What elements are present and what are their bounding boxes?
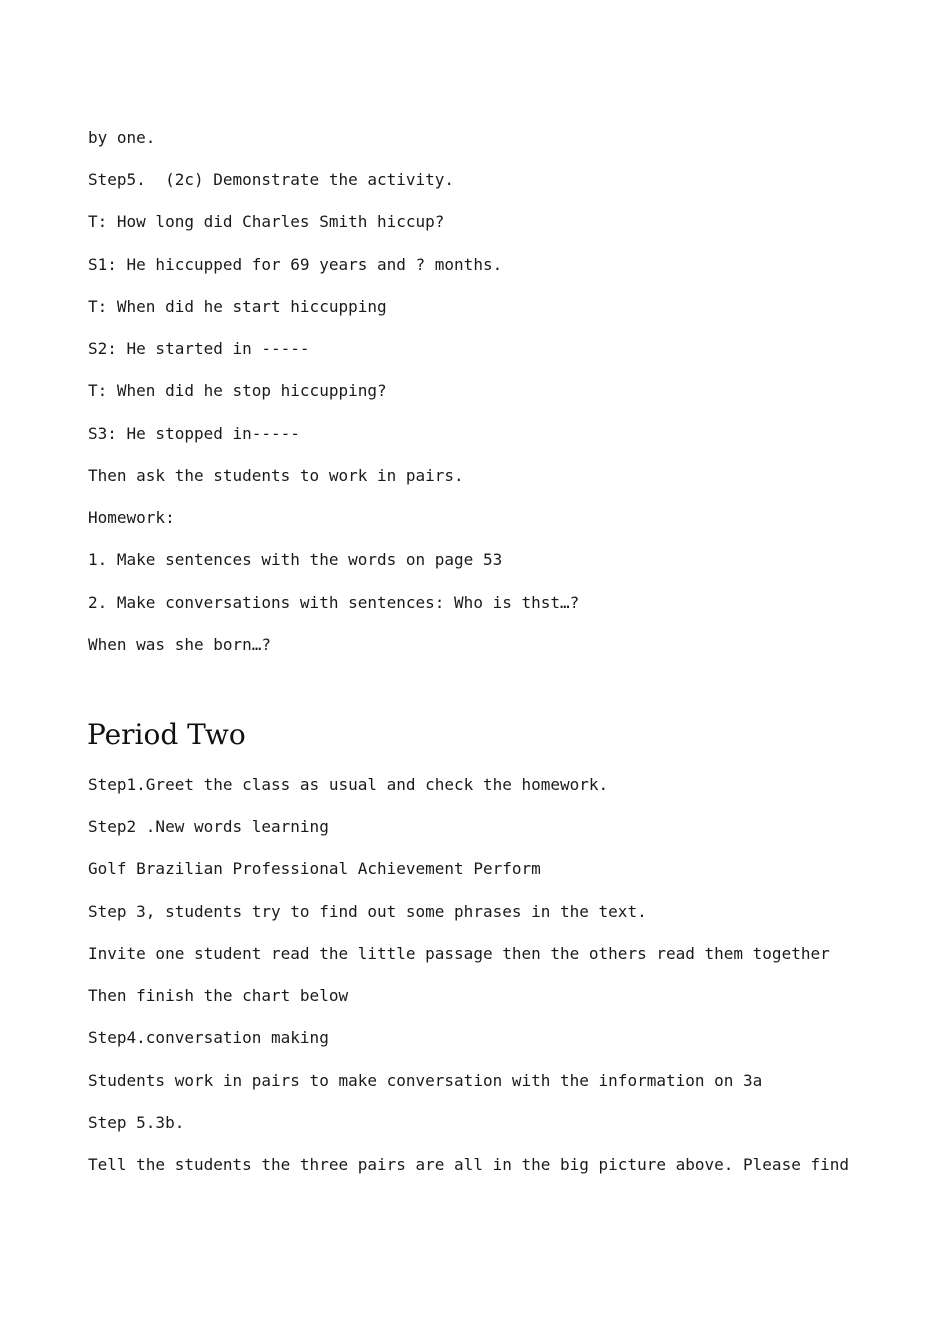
homework-item: 1. Make sentences with the words on page 53 (88, 550, 503, 569)
text-line: S3: He stopped in----- (88, 424, 300, 443)
text-line: When was she born…? (88, 635, 272, 654)
text-line: Tell the students the three pairs are all in the big picture above. Please find (88, 1155, 849, 1174)
text-line: T: When did he start hiccupping (88, 297, 387, 316)
text-line: Step2 .New words learning (88, 817, 329, 836)
text-line: Then ask the students to work in pairs. (88, 466, 464, 485)
text-line: Step5. (2c) Demonstrate the activity. (88, 170, 455, 189)
homework-heading: Homework: (88, 508, 175, 527)
text-line: T: When did he stop hiccupping? (88, 381, 387, 400)
text-line: Then finish the chart below (88, 986, 349, 1005)
text-line: Invite one student read the little passage then the others read them together (88, 944, 830, 963)
text-line: S2: He started in ----- (88, 339, 310, 358)
text-line: Step4.conversation making (88, 1028, 329, 1047)
text-line: by one. (88, 128, 156, 147)
vocabulary-list: Golf Brazilian Professional Achievement Perform (88, 859, 541, 878)
text-line: T: How long did Charles Smith hiccup? (88, 212, 445, 231)
text-line: S1: He hiccupped for 69 years and ? months. (88, 255, 503, 274)
text-line: Step 5.3b. (88, 1113, 185, 1132)
homework-item: 2. Make conversations with sentences: Who is thst…? (88, 593, 580, 612)
text-line: Step1.Greet the class as usual and check the homework. (88, 775, 609, 794)
text-line: Students work in pairs to make conversation with the information on 3a (88, 1071, 763, 1090)
section-title: Period Two (87, 718, 246, 751)
text-line: Step 3, students try to find out some phrases in the text. (88, 902, 647, 921)
